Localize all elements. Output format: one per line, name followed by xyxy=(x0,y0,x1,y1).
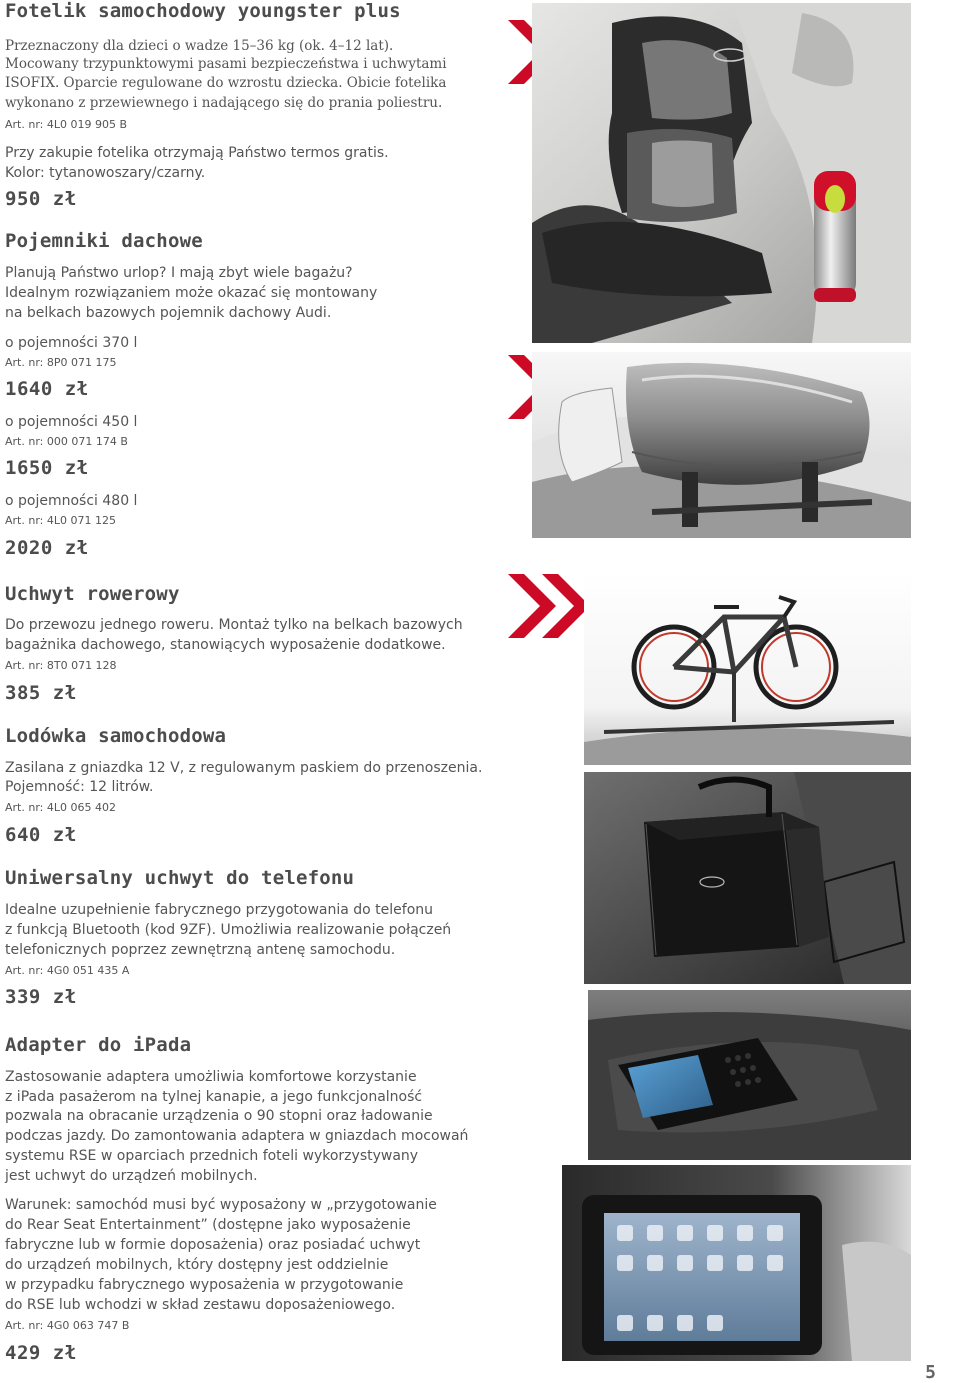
seat-price: 950 zł xyxy=(5,188,77,210)
phone-price: 339 zł xyxy=(5,986,77,1008)
bike-title: Uchwyt rowerowy xyxy=(5,583,180,605)
roofbox-480-capacity: o pojemności 480 l xyxy=(5,493,138,509)
fridge-desc-line1: Zasilana z gniazdka 12 V, z regulowanym paskiem do przenoszenia. xyxy=(5,760,483,776)
seat-art-number: Art. nr: 4L0 019 905 B xyxy=(5,118,128,131)
ipad-p2-line4: do urządzeń mobilnych, który dostępny jest oddzielnie xyxy=(5,1257,389,1273)
bike-desc-line1: Do przewozu jednego roweru. Montaż tylko na belkach bazowych xyxy=(5,617,463,633)
ipad-p2-line3: fabryczne lub w formie doposażenia) oraz posiadać uchwyt xyxy=(5,1237,421,1253)
fridge-price: 640 zł xyxy=(5,824,77,846)
roofbox-desc-line3: na belkach bazowych pojemnik dachowy Audi. xyxy=(5,305,332,321)
phone-art-number: Art. nr: 4G0 051 435 A xyxy=(5,964,130,977)
roofbox-480-art: Art. nr: 4L0 071 125 xyxy=(5,514,116,527)
ipad-p2-line5: w przypadku fabrycznego wyposażenia w przygotowanie xyxy=(5,1277,404,1293)
seat-desc-line3: ISOFIX. Oparcie regulowane do wzrostu dziecka. Obicie fotelika xyxy=(5,75,447,91)
ipad-p1-line2: z iPada pasażerom na tylnej kanapie, a jego funkcjonalność xyxy=(5,1089,423,1105)
fridge-art-number: Art. nr: 4L0 065 402 xyxy=(5,801,116,814)
phone-desc-line2: z funkcją Bluetooth (kod 9ZF). Umożliwia realizowanie połączeń xyxy=(5,922,452,938)
roof-box-photo xyxy=(532,352,911,538)
roofbox-450-capacity: o pojemności 450 l xyxy=(5,414,138,430)
child-seat-photo xyxy=(532,3,911,343)
ipad-price: 429 zł xyxy=(5,1342,77,1364)
phone-holder-photo xyxy=(588,990,911,1160)
roofbox-450-price: 1650 zł xyxy=(5,457,89,479)
ipad-p1-line5: systemu RSE w oparciach przednich foteli wykorzystywany xyxy=(5,1148,419,1164)
ipad-art-number: Art. nr: 4G0 063 747 B xyxy=(5,1319,130,1332)
seat-title: Fotelik samochodowy youngster plus xyxy=(5,0,401,22)
seat-promo-line2: Kolor: tytanowoszary/czarny. xyxy=(5,165,206,181)
fridge-title: Lodówka samochodowa xyxy=(5,725,227,747)
roofbox-480-price: 2020 zł xyxy=(5,537,89,559)
page-number: 5 xyxy=(925,1362,936,1383)
roofbox-370-price: 1640 zł xyxy=(5,378,89,400)
seat-desc-line2: Mocowany trzypunktowymi pasami bezpieczeństwa i uchwytami xyxy=(5,56,447,72)
fridge-desc-line2: Pojemność: 12 litrów. xyxy=(5,779,154,795)
bike-holder-photo xyxy=(584,572,911,765)
roofbox-desc-line1: Planują Państwo urlop? I mają zbyt wiele bagażu? xyxy=(5,265,353,281)
car-fridge-photo xyxy=(584,772,911,984)
bike-desc-line2: bagażnika dachowego, stanowiących wyposażenie dodatkowe. xyxy=(5,637,446,653)
bike-art-number: Art. nr: 8T0 071 128 xyxy=(5,659,117,672)
roofbox-450-art: Art. nr: 000 071 174 B xyxy=(5,435,128,448)
ipad-p2-line1: Warunek: samochód musi być wyposażony w „przygotowanie xyxy=(5,1197,437,1213)
roofbox-title: Pojemniki dachowe xyxy=(5,230,203,252)
seat-promo-line1: Przy zakupie fotelika otrzymają Państwo termos gratis. xyxy=(5,145,389,161)
bike-price: 385 zł xyxy=(5,682,77,704)
phone-title: Uniwersalny uchwyt do telefonu xyxy=(5,867,355,889)
phone-desc-line1: Idealne uzupełnienie fabrycznego przygotowania do telefonu xyxy=(5,902,434,918)
ipad-p2-line2: do Rear Seat Entertainment” (dostępne jako wyposażenie xyxy=(5,1217,411,1233)
ipad-p2-line6: do RSE lub wchodzi w skład zestawu doposażeniowego. xyxy=(5,1297,396,1313)
red-double-chevron-icon xyxy=(508,574,592,638)
roofbox-370-capacity: o pojemności 370 l xyxy=(5,335,138,351)
ipad-p1-line1: Zastosowanie adaptera umożliwia komfortowe korzystanie xyxy=(5,1069,417,1085)
seat-desc-line4: wykonano z przewiewnego i nadającego się do prania poliestru. xyxy=(5,95,443,111)
ipad-title: Adapter do iPada xyxy=(5,1034,192,1056)
ipad-p1-line4: podczas jazdy. Do zamontowania adaptera w gniazdach mocowań xyxy=(5,1128,469,1144)
roofbox-desc-line2: Idealnym rozwiązaniem może okazać się montowany xyxy=(5,285,378,301)
seat-desc-line1: Przeznaczony dla dzieci o wadze 15–36 kg (ok. 4–12 lat). xyxy=(5,38,394,54)
roofbox-370-art: Art. nr: 8P0 071 175 xyxy=(5,356,117,369)
ipad-p1-line3: pozwala na obracanie urządzenia o 90 stopni oraz ładowanie xyxy=(5,1108,433,1124)
ipad-adapter-photo xyxy=(562,1165,911,1361)
ipad-p1-line6: jest uchwyt do urządzeń mobilnych. xyxy=(5,1168,258,1184)
phone-desc-line3: telefonicznych poprzez zewnętrzną antenę samochodu. xyxy=(5,942,396,958)
